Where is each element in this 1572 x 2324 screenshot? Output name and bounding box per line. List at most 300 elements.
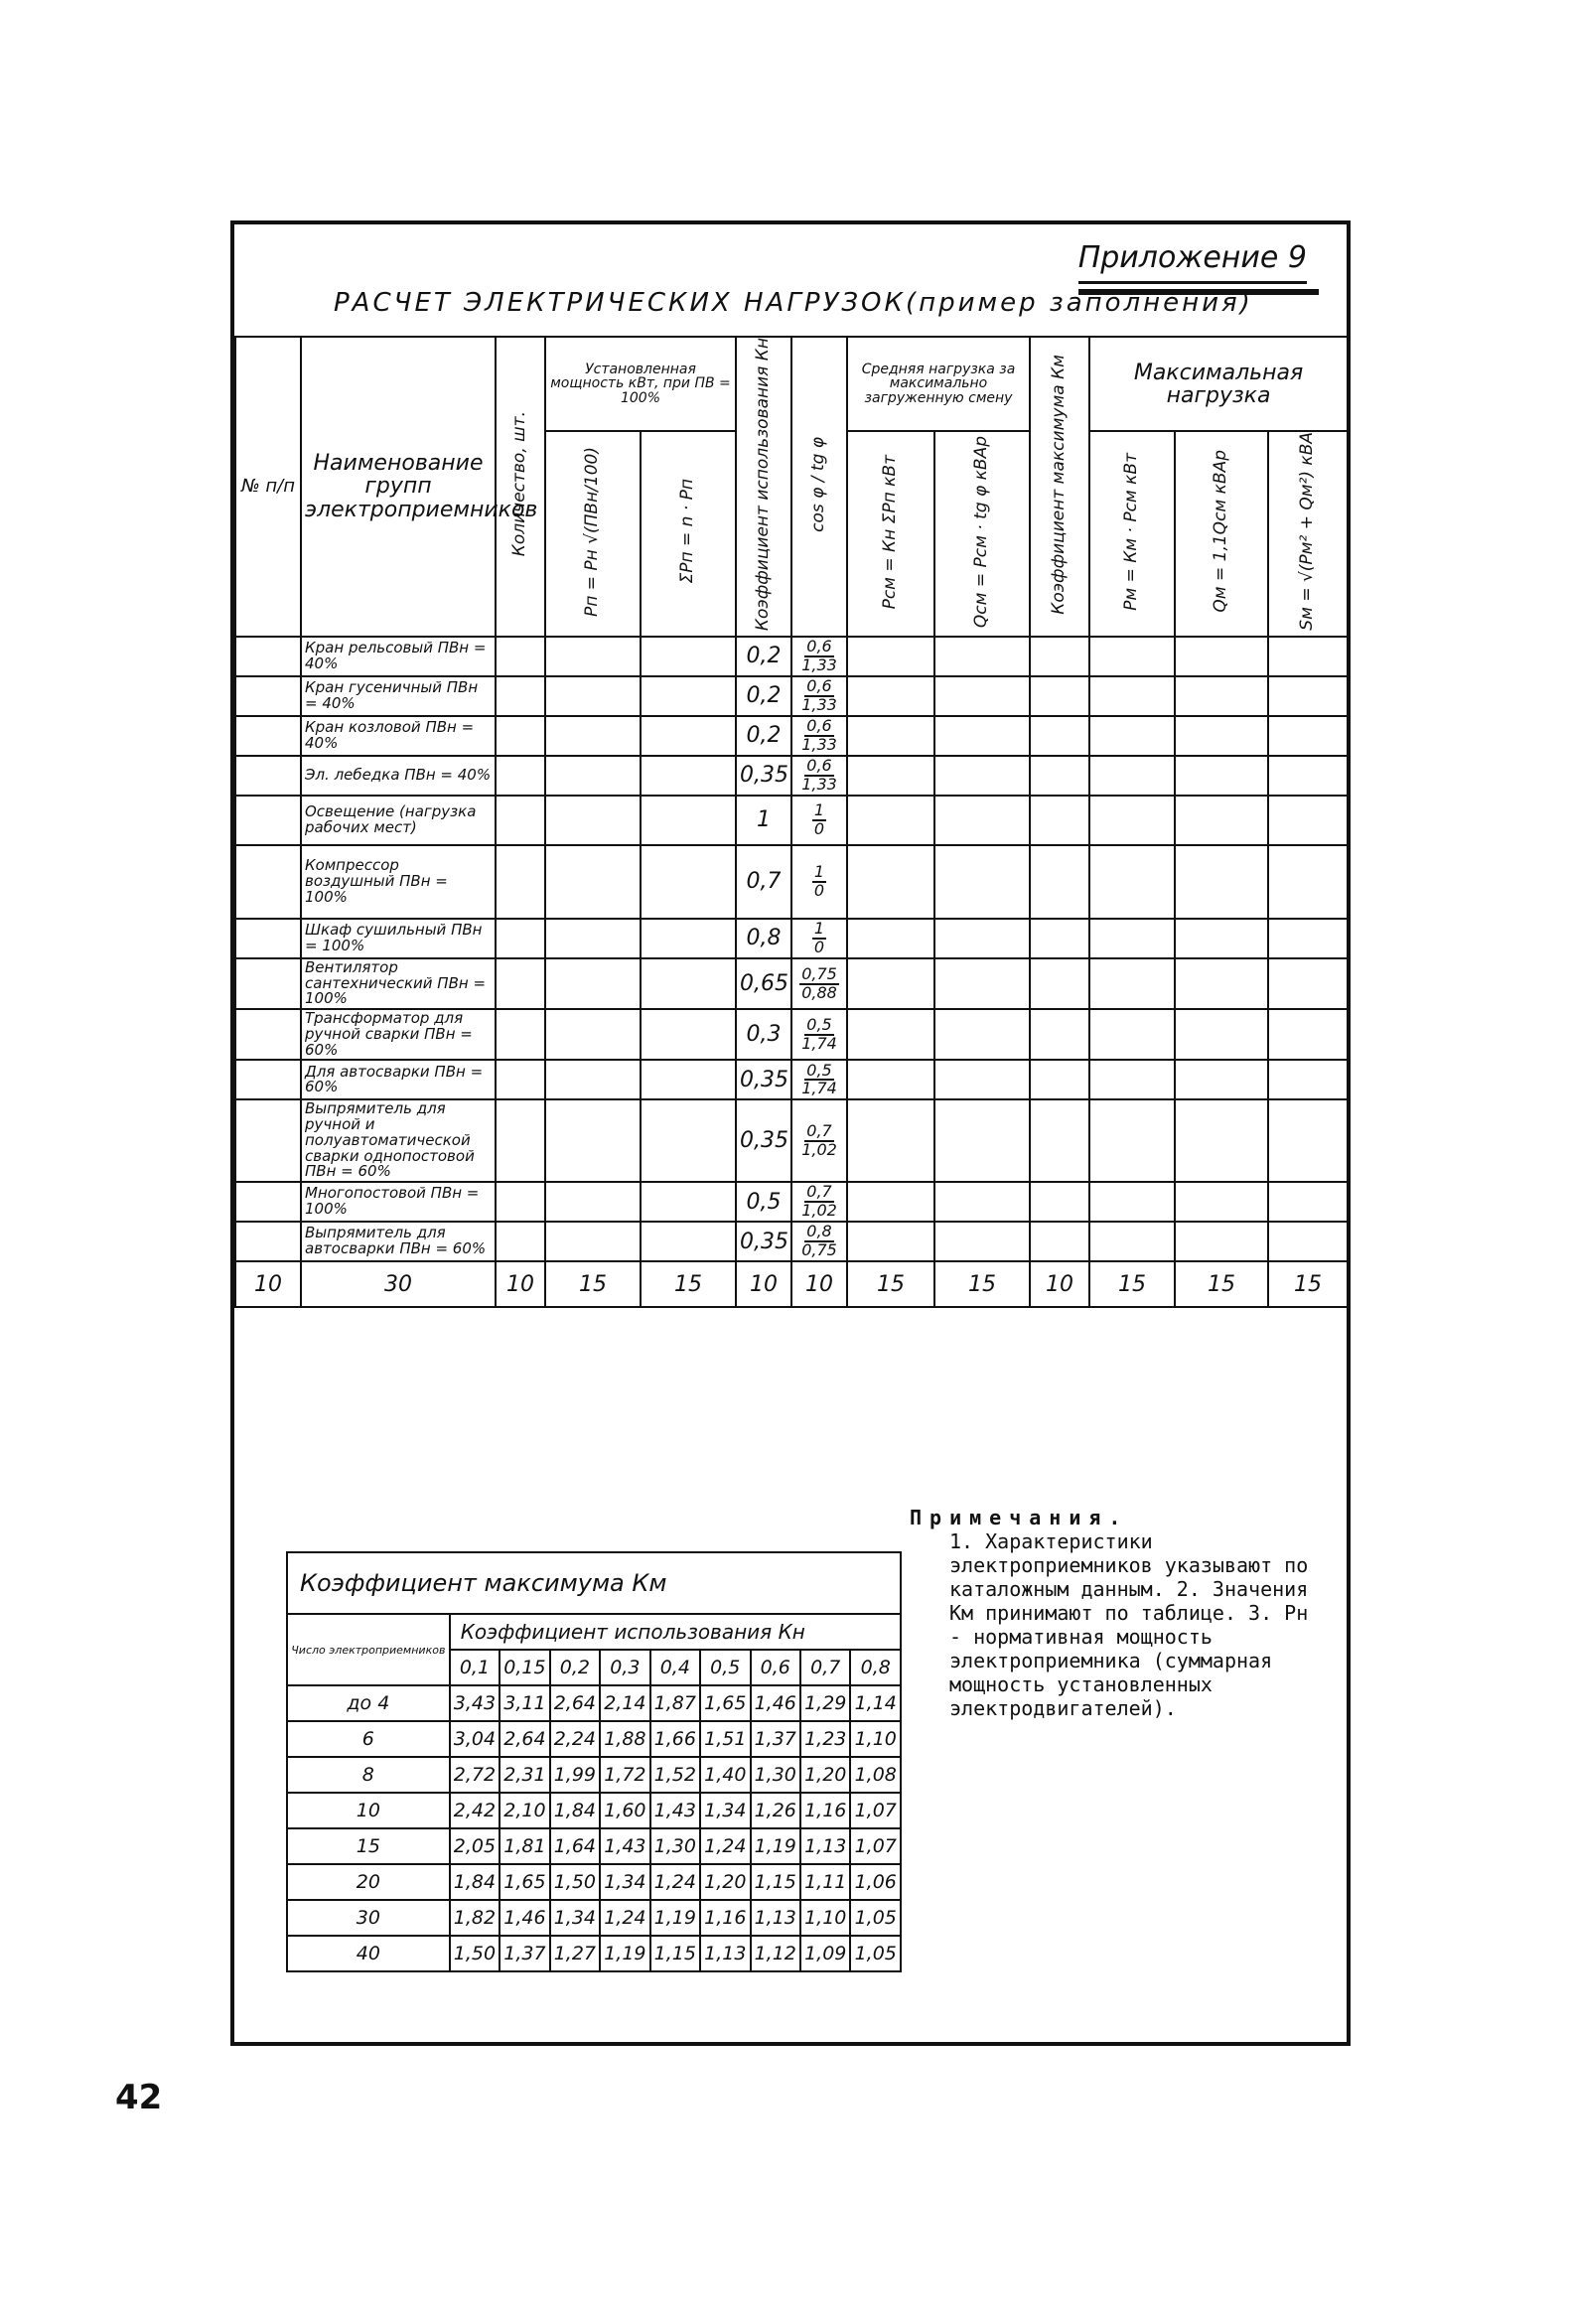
p-installed-cell (545, 1182, 641, 1222)
receiver-name: Кран рельсовый ПВн = 40% (301, 637, 496, 676)
cos-tg-cell (791, 637, 847, 676)
cos-tg-cell (791, 919, 847, 958)
q-avg-cell (934, 637, 1030, 676)
header-max-coef: Коэффициент максимума Км (1030, 337, 1089, 637)
km-value: 1,37 (751, 1721, 800, 1757)
km-value: 1,30 (751, 1757, 800, 1793)
notes-text: 1. Характеристики электроприемников указывают по каталожным данным. 2. Значения Км принимают по таблице. 3. Pн - нормативная мощность электроприемника (суммарная мощность установленных электродвигателей). (949, 1529, 1309, 1720)
s-max-cell (1268, 676, 1348, 716)
cos-tg-fraction (812, 802, 826, 838)
km-value: 1,34 (550, 1900, 600, 1936)
usage-coef-value: 0,8 (736, 919, 791, 958)
usage-coef-value: 0,35 (736, 1060, 791, 1099)
km-corner-label: Число электроприемников (287, 1614, 450, 1685)
header-cos-tg: cos φ / tg φ (791, 337, 847, 637)
header-installed-power: Установленная мощность кВт, при ПВ = 100% (545, 337, 736, 431)
km-value: 1,29 (800, 1685, 850, 1721)
max-coef-cell (1030, 676, 1089, 716)
km-value: 1,13 (800, 1828, 850, 1864)
km-value: 1,07 (850, 1828, 901, 1864)
cos-tg-fraction (812, 921, 826, 956)
receiver-name: Выпрямитель для ручной и полуавтоматической сварки однопостовой ПВн = 60% (301, 1099, 496, 1182)
row-num-cell (235, 756, 301, 796)
km-table-row (287, 1828, 901, 1864)
km-value: 1,81 (500, 1828, 549, 1864)
s-max-cell (1268, 919, 1348, 958)
km-table-row (287, 1864, 901, 1900)
tg-value: 1,74 (801, 1033, 837, 1053)
header-s-max: Sм = √(Pм² + Qм²) кВА (1268, 431, 1348, 637)
sum-p-cell (641, 716, 736, 756)
km-value: 1,10 (850, 1721, 901, 1757)
sum-p-cell (641, 1060, 736, 1099)
km-table-row (287, 1685, 901, 1721)
p-avg-cell (847, 958, 934, 1009)
km-ku-header: 0,15 (500, 1650, 549, 1685)
table-row (235, 796, 1348, 845)
tg-value: 1,02 (801, 1201, 837, 1221)
qty-cell (496, 1009, 545, 1060)
row-num-cell (235, 676, 301, 716)
usage-coef-value: 0,35 (736, 1222, 791, 1261)
usage-coef-value: 0,35 (736, 1099, 791, 1182)
p-installed-cell (545, 845, 641, 919)
p-avg-cell (847, 676, 934, 716)
km-receiver-count: 15 (287, 1828, 450, 1864)
column-width-value: 10 (791, 1261, 847, 1307)
p-avg-cell (847, 919, 934, 958)
km-value: 1,19 (600, 1936, 649, 1971)
receiver-name: Кран козловой ПВн = 40% (301, 716, 496, 756)
km-value: 1,72 (600, 1757, 649, 1793)
cos-tg-cell (791, 958, 847, 1009)
p-avg-cell (847, 716, 934, 756)
row-num-cell (235, 796, 301, 845)
sum-p-cell (641, 845, 736, 919)
p-installed-cell (545, 716, 641, 756)
km-value: 1,06 (850, 1864, 901, 1900)
q-avg-cell (934, 1182, 1030, 1222)
p-max-cell (1089, 1060, 1175, 1099)
table-row (235, 919, 1348, 958)
km-value: 2,64 (500, 1721, 549, 1757)
column-width-value: 15 (934, 1261, 1030, 1307)
p-max-cell (1089, 796, 1175, 845)
max-coef-cell (1030, 958, 1089, 1009)
row-num-cell (235, 1009, 301, 1060)
receiver-name: Эл. лебедка ПВн = 40% (301, 756, 496, 796)
header-usage-coef: Коэффициент использования Кн (736, 337, 791, 637)
km-value: 1,34 (600, 1864, 649, 1900)
km-value: 1,88 (600, 1721, 649, 1757)
km-value: 2,14 (600, 1685, 649, 1721)
table-row (235, 637, 1348, 676)
q-max-cell (1175, 756, 1268, 796)
km-value: 1,82 (450, 1900, 500, 1936)
km-receiver-count: до 4 (287, 1685, 450, 1721)
row-num-cell (235, 958, 301, 1009)
tg-value: 1,33 (801, 734, 837, 754)
qty-cell (496, 1099, 545, 1182)
qty-cell (496, 1060, 545, 1099)
table-row (235, 1060, 1348, 1099)
cos-value: 0,6 (806, 716, 832, 736)
q-max-cell (1175, 919, 1268, 958)
q-avg-cell (934, 845, 1030, 919)
column-width-value: 10 (736, 1261, 791, 1307)
header-qty: Количество, шт. (496, 337, 545, 637)
km-receiver-count: 10 (287, 1793, 450, 1828)
qty-cell (496, 1182, 545, 1222)
cos-tg-cell (791, 756, 847, 796)
max-coef-cell (1030, 919, 1089, 958)
km-value: 1,51 (700, 1721, 750, 1757)
tg-value: 0 (813, 937, 825, 956)
qty-cell (496, 637, 545, 676)
tg-value: 1,74 (801, 1079, 837, 1098)
km-value: 3,11 (500, 1685, 549, 1721)
km-value: 1,64 (550, 1828, 600, 1864)
km-table-row (287, 1757, 901, 1793)
q-avg-cell (934, 1099, 1030, 1182)
km-value: 1,37 (500, 1936, 549, 1971)
qty-cell (496, 796, 545, 845)
q-avg-cell (934, 1060, 1030, 1099)
q-avg-cell (934, 919, 1030, 958)
row-num-cell (235, 919, 301, 958)
p-installed-cell (545, 756, 641, 796)
km-value: 1,15 (751, 1864, 800, 1900)
usage-coef-value: 0,3 (736, 1009, 791, 1060)
km-ku-header: 0,4 (650, 1650, 700, 1685)
km-receiver-count: 6 (287, 1721, 450, 1757)
sum-p-cell (641, 676, 736, 716)
cos-tg-cell (791, 845, 847, 919)
header-p-max: Pм = Км · Pсм кВт (1089, 431, 1175, 637)
km-value: 1,07 (850, 1793, 901, 1828)
km-value: 1,26 (751, 1793, 800, 1828)
usage-coef-value: 1 (736, 796, 791, 845)
q-avg-cell (934, 1222, 1030, 1261)
km-value: 2,42 (450, 1793, 500, 1828)
header-p-installed: Pп = Pн √(ПВн/100) (545, 431, 641, 637)
q-max-cell (1175, 1099, 1268, 1182)
column-width-value: 15 (545, 1261, 641, 1307)
km-value: 1,50 (450, 1936, 500, 1971)
q-max-cell (1175, 716, 1268, 756)
km-table-row (287, 1900, 901, 1936)
km-receiver-count: 40 (287, 1936, 450, 1971)
sum-p-cell (641, 1099, 736, 1182)
km-value: 1,46 (500, 1900, 549, 1936)
usage-coef-value: 0,2 (736, 676, 791, 716)
km-table-row (287, 1936, 901, 1971)
km-value: 3,43 (450, 1685, 500, 1721)
km-value: 1,40 (700, 1757, 750, 1793)
q-avg-cell (934, 796, 1030, 845)
column-width-value: 15 (1089, 1261, 1175, 1307)
cos-value: 0,5 (806, 1060, 832, 1080)
km-value: 1,14 (850, 1685, 901, 1721)
table-row (235, 1009, 1348, 1060)
load-calculation-table (234, 336, 1349, 1308)
km-value: 1,08 (850, 1757, 901, 1793)
sum-p-cell (641, 756, 736, 796)
s-max-cell (1268, 1182, 1348, 1222)
s-max-cell (1268, 637, 1348, 676)
table-row (235, 1099, 1348, 1182)
column-width-value: 10 (235, 1261, 301, 1307)
p-avg-cell (847, 796, 934, 845)
cos-value: 0,5 (806, 1015, 832, 1035)
km-value: 3,04 (450, 1721, 500, 1757)
table-row (235, 676, 1348, 716)
s-max-cell (1268, 716, 1348, 756)
receiver-name: Вентилятор сантехнический ПВн = 100% (301, 958, 496, 1009)
km-value: 1,65 (500, 1864, 549, 1900)
max-coef-cell (1030, 756, 1089, 796)
cos-value: 0,8 (806, 1222, 832, 1241)
km-value: 2,64 (550, 1685, 600, 1721)
p-max-cell (1089, 1222, 1175, 1261)
max-coef-cell (1030, 1182, 1089, 1222)
km-value: 1,24 (650, 1864, 700, 1900)
cos-tg-fraction (799, 963, 839, 1002)
receiver-name: Кран гусеничный ПВн = 40% (301, 676, 496, 716)
p-max-cell (1089, 1009, 1175, 1060)
max-coef-cell (1030, 716, 1089, 756)
p-max-cell (1089, 845, 1175, 919)
cos-value: 0,7 (806, 1121, 832, 1141)
cos-tg-fraction (801, 758, 837, 794)
p-avg-cell (847, 1182, 934, 1222)
tg-value: 0 (813, 818, 825, 838)
p-avg-cell (847, 1060, 934, 1099)
q-max-cell (1175, 676, 1268, 716)
q-avg-cell (934, 716, 1030, 756)
header-q-avg: Qсм = Pсм · tg φ кВАр (934, 431, 1030, 637)
s-max-cell (1268, 845, 1348, 919)
receiver-name: Освещение (нагрузка рабочих мест) (301, 796, 496, 845)
q-max-cell (1175, 845, 1268, 919)
km-ku-header: 0,6 (751, 1650, 800, 1685)
appendix-label: Приложение 9 (1078, 240, 1307, 284)
receiver-name: Шкаф сушильный ПВн = 100% (301, 919, 496, 958)
q-avg-cell (934, 756, 1030, 796)
usage-coef-value: 0,7 (736, 845, 791, 919)
max-coef-cell (1030, 845, 1089, 919)
document-title: РАСЧЕТ ЭЛЕКТРИЧЕСКИХ НАГРУЗОК(пример заполнения) (334, 288, 1253, 318)
qty-cell (496, 756, 545, 796)
km-value: 1,19 (751, 1828, 800, 1864)
row-num-cell (235, 637, 301, 676)
km-value: 1,13 (700, 1936, 750, 1971)
tg-value: 0 (813, 880, 825, 900)
cos-tg-fraction (801, 1184, 837, 1220)
usage-coef-value: 0,2 (736, 716, 791, 756)
q-avg-cell (934, 676, 1030, 716)
km-receiver-count: 8 (287, 1757, 450, 1793)
km-value: 1,66 (650, 1721, 700, 1757)
qty-cell (496, 919, 545, 958)
column-width-value: 15 (847, 1261, 934, 1307)
km-value: 1,24 (700, 1828, 750, 1864)
max-coef-cell (1030, 1009, 1089, 1060)
km-value: 1,13 (751, 1900, 800, 1936)
row-num-cell (235, 1222, 301, 1261)
km-value: 1,30 (650, 1828, 700, 1864)
header-p-avg: Pсм = Кн ΣPп кВт (847, 431, 934, 637)
max-coef-cell (1030, 796, 1089, 845)
usage-coef-value: 0,65 (736, 958, 791, 1009)
km-value: 1,52 (650, 1757, 700, 1793)
km-value: 1,09 (800, 1936, 850, 1971)
cos-tg-cell (791, 796, 847, 845)
max-coef-cell (1030, 1222, 1089, 1261)
header-q-max: Qм = 1,1Qсм кВАр (1175, 431, 1268, 637)
p-max-cell (1089, 1099, 1175, 1182)
tg-value: 0,88 (801, 982, 837, 1002)
q-max-cell (1175, 637, 1268, 676)
km-value: 1,65 (700, 1685, 750, 1721)
p-avg-cell (847, 845, 934, 919)
usage-coef-value: 0,5 (736, 1182, 791, 1222)
km-value: 1,20 (800, 1757, 850, 1793)
cos-tg-fraction (812, 864, 826, 900)
cos-tg-fraction (801, 1017, 837, 1053)
cos-tg-cell (791, 1099, 847, 1182)
km-subtitle: Коэффициент использования Кн (450, 1614, 901, 1650)
header-sum-p: ΣPп = n · Pп (641, 431, 736, 637)
km-value: 1,05 (850, 1936, 901, 1971)
km-value: 1,43 (600, 1828, 649, 1864)
km-value: 1,15 (650, 1936, 700, 1971)
q-max-cell (1175, 1182, 1268, 1222)
sum-p-cell (641, 919, 736, 958)
cos-value: 1 (813, 862, 825, 882)
km-receiver-count: 30 (287, 1900, 450, 1936)
p-max-cell (1089, 919, 1175, 958)
p-avg-cell (847, 756, 934, 796)
column-width-value: 15 (1175, 1261, 1268, 1307)
km-value: 2,24 (550, 1721, 600, 1757)
receiver-name: Компрессор воздушный ПВн = 100% (301, 845, 496, 919)
header-max-load: Максимальная нагрузка (1089, 337, 1348, 431)
cos-tg-fraction (801, 718, 837, 754)
cos-tg-fraction (801, 678, 837, 714)
km-value: 2,05 (450, 1828, 500, 1864)
sum-p-cell (641, 1009, 736, 1060)
row-num-cell (235, 1099, 301, 1182)
tg-value: 0,75 (801, 1240, 837, 1260)
notes (910, 1506, 1331, 1720)
sum-p-cell (641, 958, 736, 1009)
column-width-value: 15 (641, 1261, 736, 1307)
q-avg-cell (934, 958, 1030, 1009)
cos-value: 0,75 (801, 963, 837, 983)
qty-cell (496, 676, 545, 716)
appendix-frame (230, 220, 1351, 2046)
p-installed-cell (545, 796, 641, 845)
p-installed-cell (545, 1222, 641, 1261)
km-receiver-count: 20 (287, 1864, 450, 1900)
cos-tg-cell (791, 716, 847, 756)
cos-tg-fraction (801, 1060, 837, 1098)
cos-tg-cell (791, 676, 847, 716)
km-value: 1,16 (700, 1900, 750, 1936)
km-ku-header: 0,5 (700, 1650, 750, 1685)
km-value: 1,20 (700, 1864, 750, 1900)
cos-tg-cell (791, 1009, 847, 1060)
p-max-cell (1089, 756, 1175, 796)
receiver-name: Выпрямитель для автосварки ПВн = 60% (301, 1222, 496, 1261)
km-ku-header: 0,8 (850, 1650, 901, 1685)
column-width-value: 10 (1030, 1261, 1089, 1307)
table-row (235, 756, 1348, 796)
km-value: 1,16 (800, 1793, 850, 1828)
column-width-value: 10 (496, 1261, 545, 1307)
sum-p-cell (641, 637, 736, 676)
tg-value: 1,33 (801, 694, 837, 714)
km-table-title: Коэффициент максимума Км (287, 1552, 901, 1614)
km-value: 1,11 (800, 1864, 850, 1900)
s-max-cell (1268, 1099, 1348, 1182)
row-num-cell (235, 845, 301, 919)
km-ku-header: 0,1 (450, 1650, 500, 1685)
km-value: 1,84 (450, 1864, 500, 1900)
receiver-name: Для автосварки ПВн = 60% (301, 1060, 496, 1099)
km-value: 1,50 (550, 1864, 600, 1900)
km-value: 1,84 (550, 1793, 600, 1828)
km-value: 2,10 (500, 1793, 549, 1828)
km-value: 1,19 (650, 1900, 700, 1936)
cos-tg-fraction (801, 639, 837, 674)
cos-value: 0,6 (806, 756, 832, 776)
s-max-cell (1268, 756, 1348, 796)
km-value: 1,27 (550, 1936, 600, 1971)
km-table-row (287, 1721, 901, 1757)
qty-cell (496, 1222, 545, 1261)
q-max-cell (1175, 1009, 1268, 1060)
max-coef-cell (1030, 1060, 1089, 1099)
q-max-cell (1175, 1222, 1268, 1261)
q-max-cell (1175, 958, 1268, 1009)
km-table-row (287, 1793, 901, 1828)
s-max-cell (1268, 1060, 1348, 1099)
p-installed-cell (545, 1099, 641, 1182)
cos-tg-cell (791, 1060, 847, 1099)
q-max-cell (1175, 796, 1268, 845)
sum-p-cell (641, 1182, 736, 1222)
table-row (235, 1222, 1348, 1261)
cos-tg-cell (791, 1182, 847, 1222)
p-installed-cell (545, 1060, 641, 1099)
p-installed-cell (545, 958, 641, 1009)
tg-value: 1,02 (801, 1139, 837, 1159)
column-width-value: 30 (301, 1261, 496, 1307)
p-installed-cell (545, 919, 641, 958)
s-max-cell (1268, 1222, 1348, 1261)
max-coef-cell (1030, 637, 1089, 676)
cos-value: 0,6 (806, 676, 832, 696)
qty-cell (496, 716, 545, 756)
p-installed-cell (545, 1009, 641, 1060)
cos-value: 0,7 (806, 1182, 832, 1202)
s-max-cell (1268, 796, 1348, 845)
sum-p-cell (641, 1222, 736, 1261)
p-installed-cell (545, 676, 641, 716)
notes-heading: Примечания. (910, 1506, 1129, 1529)
